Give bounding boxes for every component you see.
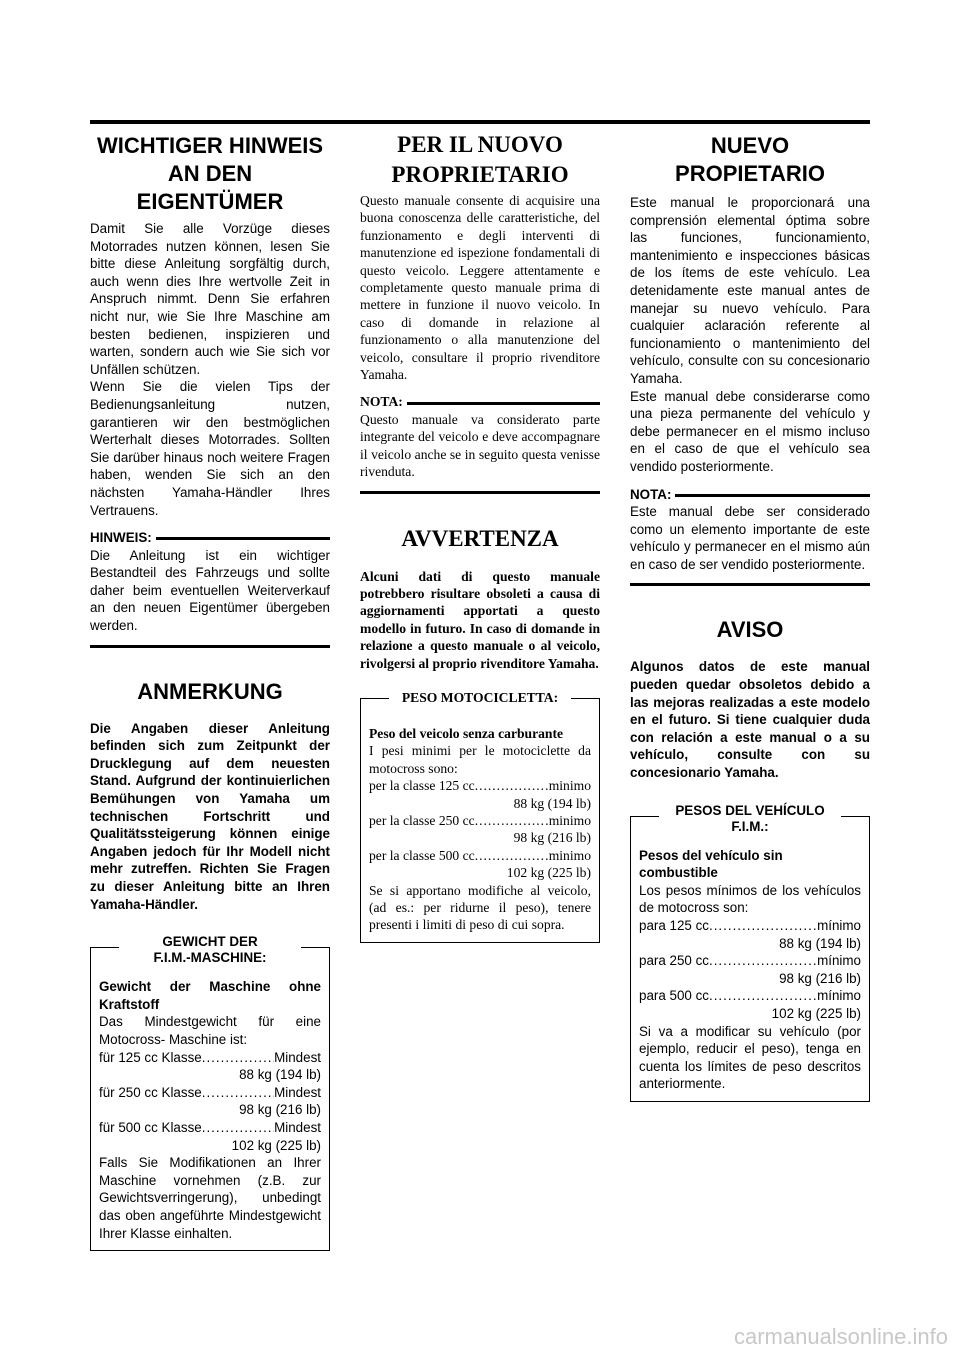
weight-class-label: per la classe 250 cc bbox=[369, 812, 475, 828]
es-notice-text: Algunos datos de este manual pueden quedar obsoletos debido a las mejoras realizadas a este modelo en el futuro. Si tiene cualquier duda con relación a este manual o a su vehículo, consulte con su concesionario Yamaha. bbox=[630, 659, 870, 781]
weight-row bbox=[639, 952, 861, 987]
german-column bbox=[90, 130, 330, 1251]
it-title bbox=[360, 130, 600, 190]
weight-class-label: per la classe 500 cc bbox=[369, 847, 475, 863]
it-notice-title: AVVERTENZA bbox=[401, 525, 559, 551]
es-second-paragraph: Este manual debe considerarse como una pieza permanente del vehículo y debe permanecer en el mismo incluso en el caso de que el vehículo sea vendido posteriormente. bbox=[630, 388, 870, 474]
box-title-line: PESO MOTOCICLETTA: bbox=[401, 689, 559, 705]
note-rule bbox=[407, 402, 600, 405]
es-note-text: Este manual debe ser considerado como un elemento importante de este vehículo y permanecer en el mismo aún en caso de ser vendido posteriormente. bbox=[630, 504, 870, 572]
note-end-rule bbox=[360, 491, 600, 494]
it-box-intro: I pesi minimi per le motociclette da motocross sono: bbox=[369, 743, 591, 776]
de-intro-paragraph: Damit Sie alle Vorzüge dieses Motorrades nutzen können, lesen Sie bitte diese Anleitung sorgfältig durch, auch wenn dies Ihre wertvolle Zeit in Anspruch nimmt. Denn Sie erfahren nicht nur, wie Sie Ihre Maschine am besten bedienen, inspizieren und warten, sondern auch wie Sie sich vor Unfällen schützen. bbox=[90, 221, 330, 377]
weight-row bbox=[99, 1049, 321, 1084]
de-title-line: EIGENTÜMER bbox=[136, 189, 284, 214]
es-intro-paragraph: Este manual le proporcionará una comprensión elemental óptima sobre las funciones, funcionamiento, mantenimiento e inspecciones básicas de los ítems de este vehículo. Lea detenidamente este manual antes de manejar su nuevo vehículo. Para cualquier aclaración referente al funcionamiento o mantenimiento del vehículo, consulte con su concesionario Yamaha. bbox=[630, 195, 870, 386]
weight-row bbox=[99, 1084, 321, 1119]
es-box-intro: Los pesos mínimos de los vehículos de motocross son: bbox=[639, 882, 861, 916]
it-note-text: Questo manuale va considerato parte integrante del veicolo e deve accompagnare il veicolo anche se in seguito questa venisse rivenduta. bbox=[360, 411, 600, 480]
weight-value: 98 kg (216 lb) bbox=[779, 970, 861, 986]
it-notice-text: Alcuni dati di questo manuale potrebbero risultare obsoleti a causa di aggiornamenti apportati a questo modello in futuro. In caso di domande in relazione a questo manuale o al veicolo, rivolgersi al proprio rivenditore Yamaha. bbox=[360, 568, 600, 671]
weight-row bbox=[639, 987, 861, 1022]
weight-value: 102 kg (225 lb) bbox=[771, 1005, 861, 1021]
es-box-footer: Si va a modificar su vehículo (por ejemplo, reducir el peso), tenga en cuenta los límites de peso descritos anteriormente. bbox=[639, 1023, 861, 1092]
weight-row bbox=[369, 812, 591, 847]
weight-min-label: minimo bbox=[548, 847, 591, 863]
weight-class-label: para 500 cc bbox=[639, 988, 709, 1004]
weight-min-label: mínimo bbox=[817, 988, 861, 1004]
de-note-header bbox=[90, 529, 330, 547]
it-weight-box-title bbox=[389, 690, 571, 706]
de-box-intro: Das Mindestgewicht für eine Motocross- Maschine ist: bbox=[99, 1014, 321, 1047]
weight-value: 88 kg (194 lb) bbox=[779, 935, 861, 951]
de-weight-box-title bbox=[119, 934, 301, 966]
es-note-header bbox=[630, 486, 870, 504]
es-title-line: NUEVO bbox=[710, 133, 790, 158]
es-note-label: NOTA: bbox=[630, 486, 672, 502]
weight-class-label: für 500 cc Klasse bbox=[99, 1119, 202, 1135]
es-weight-box bbox=[630, 802, 870, 1102]
es-weight-box-title bbox=[659, 803, 841, 835]
es-title bbox=[630, 132, 870, 188]
note-end-rule bbox=[630, 583, 870, 586]
weight-class-label: für 125 cc Klasse bbox=[99, 1049, 202, 1065]
weight-min-label: mínimo bbox=[817, 953, 861, 969]
weight-min-label: Mindest bbox=[274, 1084, 321, 1100]
note-rule bbox=[156, 537, 330, 540]
top-rule bbox=[90, 120, 870, 124]
note-end-rule bbox=[90, 645, 330, 648]
box-title-line: PESOS DEL VEHÍCULO bbox=[675, 802, 825, 818]
spanish-column bbox=[630, 130, 870, 1102]
weight-class-label: para 125 cc bbox=[639, 918, 709, 933]
watermark: carmanualsonline.info bbox=[733, 1324, 948, 1349]
weight-value: 98 kg (216 lb) bbox=[239, 1102, 321, 1118]
it-weight-box bbox=[360, 689, 600, 943]
italian-column bbox=[360, 130, 600, 943]
weight-class-label: für 250 cc Klasse bbox=[99, 1084, 202, 1100]
de-title-line: WICHTIGER HINWEIS bbox=[96, 133, 324, 158]
weight-value: 88 kg (194 lb) bbox=[513, 795, 591, 811]
de-weight-box bbox=[90, 934, 330, 1251]
de-notice-title: ANMERKUNG bbox=[137, 678, 283, 704]
it-note-label: NOTA: bbox=[360, 394, 403, 410]
es-title-line: PROPIETARIO bbox=[675, 161, 825, 186]
weight-class-label: para 250 cc bbox=[639, 953, 709, 969]
weight-value: 102 kg (225 lb) bbox=[506, 865, 591, 881]
de-box-footer: Falls Sie Modifikationen an Ihrer Maschine vornehmen (z.B. zur Gewichtsverringerung), unbedingt das oben angeführte Mindestgewicht Ihrer Klasse einhalten. bbox=[99, 1155, 321, 1241]
es-notice-title: AVISO bbox=[716, 617, 784, 643]
es-box-heading: Pesos del vehículo sin combustible bbox=[639, 847, 783, 881]
box-title-line: GEWICHT DER bbox=[162, 934, 258, 950]
weight-min-label: Mindest bbox=[274, 1119, 321, 1135]
weight-value: 102 kg (225 lb) bbox=[231, 1137, 321, 1153]
weight-value: 98 kg (216 lb) bbox=[513, 830, 591, 846]
de-title-line: AN DEN bbox=[167, 161, 253, 186]
box-title-line: F.I.M.-MASCHINE: bbox=[153, 950, 267, 966]
de-notice-text: Die Angaben dieser Anleitung befinden sich zum Zeitpunkt der Drucklegung auf dem neuesten Stand. Aufgrund der kontinuierlichen Bemühungen von Yamaha um technischen Fortschritt und Qualitätssteigerung können einige Angaben jedoch für Ihr Modell nicht mehr zutreffen. Richten Sie Fragen zu dieser Anleitung bitte an Ihren Yamaha-Händler. bbox=[90, 720, 330, 912]
it-box-heading: Peso del veicolo senza carburante bbox=[369, 725, 564, 741]
de-title bbox=[90, 132, 330, 216]
weight-min-label: minimo bbox=[548, 812, 591, 828]
weight-min-label: Mindest bbox=[274, 1049, 321, 1065]
de-note-text: Die Anleitung ist ein wichtiger Bestandteil des Fahrzeugs und sollte daher beim eventuellen Weiterverkauf an den neuen Eigentümer übergeben werden. bbox=[90, 547, 330, 634]
weight-min-label: minimo bbox=[548, 778, 591, 794]
it-note-header bbox=[360, 393, 600, 410]
it-intro-paragraph: Questo manuale consente di acquisire una buona conoscenza delle caratteristiche, del funzionamento e degli interventi di manutenzione ed ispezione fondamentali di questo veicolo. Leggere attentamente e completamente questo manuale prima di mettere in funzione il nuovo veicolo. In caso di domande in relazione al funzionamento o alla manutenzione del veicolo, consultare il proprio rivenditore Yamaha. bbox=[360, 193, 600, 383]
note-rule bbox=[675, 494, 870, 497]
weight-row bbox=[369, 777, 591, 812]
it-title-line: PER IL NUOVO bbox=[397, 132, 563, 157]
box-title-line: F.I.M.: bbox=[731, 818, 769, 834]
weight-value: 88 kg (194 lb) bbox=[239, 1067, 321, 1083]
de-second-paragraph: Wenn Sie die vielen Tips der Bedienungsanleitung nutzen, garantieren wir den bestmöglichen Werterhalt dieses Motorrades. Sollten Sie darüber hinaus noch weitere Fragen haben, wenden Sie sich an den nächsten Yamaha-Händler Ihres Vertrauens. bbox=[90, 379, 330, 518]
weight-min-label: mínimo bbox=[817, 918, 861, 933]
de-note-label: HINWEIS: bbox=[90, 530, 152, 546]
weight-row bbox=[369, 847, 591, 882]
weight-row bbox=[639, 917, 861, 952]
weight-class-label: per la classe 125 cc bbox=[369, 778, 475, 794]
de-box-heading: Gewicht der Maschine ohne Kraftstoff bbox=[99, 979, 321, 1012]
it-box-footer: Se si apportano modifiche al veicolo, (ad es.: per ridurne il peso), tenere presenti i limiti di peso di cui sopra. bbox=[369, 882, 591, 933]
it-title-line: PROPRIETARIO bbox=[391, 162, 569, 187]
weight-row bbox=[99, 1119, 321, 1154]
